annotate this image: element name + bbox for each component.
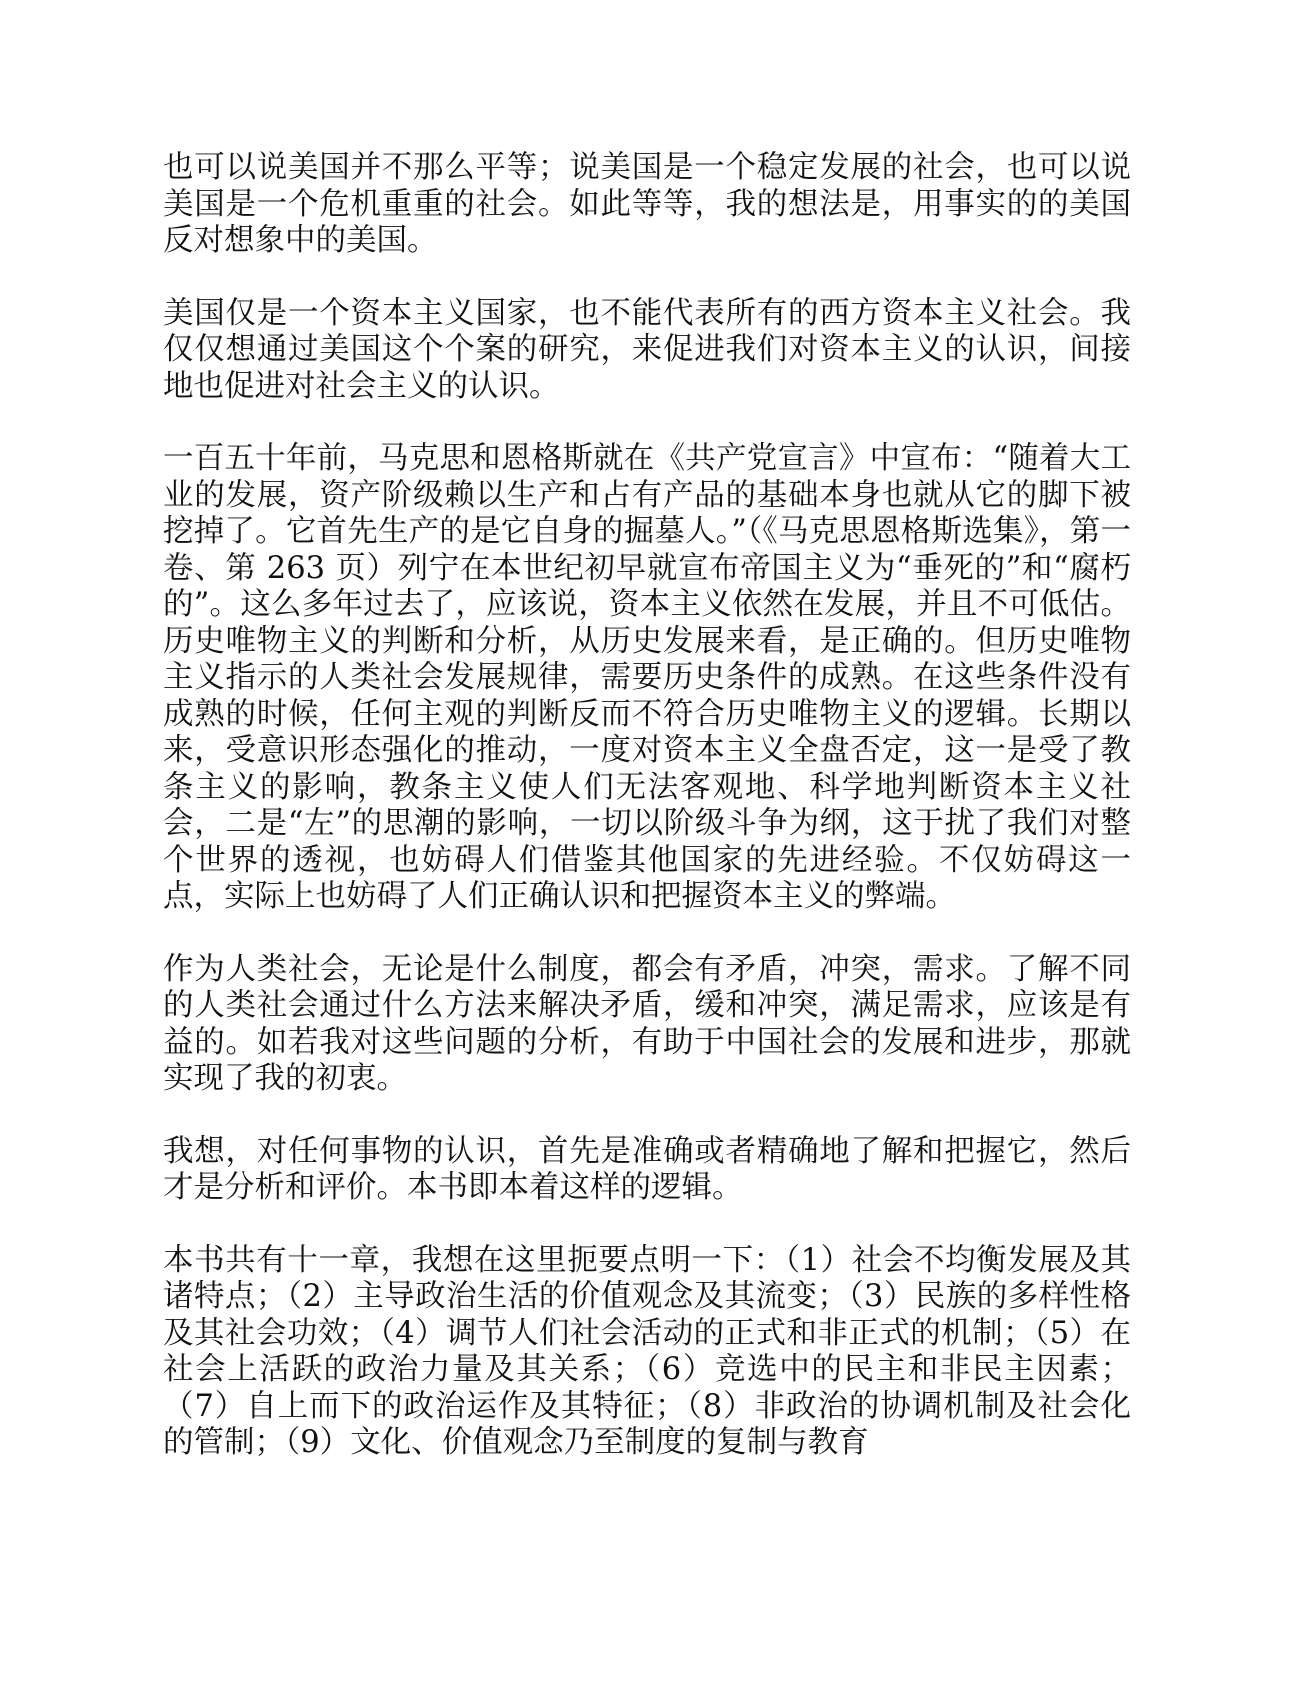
document-body bbox=[163, 150, 1131, 1462]
paragraph: 一百五十年前，马克思和恩格斯就在《共产党宣言》中宣布：“随着大工业的发展，资产阶级赖以生产和占有产品的基础本身也就从它的脚下被挖掉了。它首先生产的是它自身的掘墓人。”（《马克思恩格斯选集》，第一卷、第 263 页）列宁在本世纪初早就宣布帝国主义为“垂死的”和“腐朽的”。这么多年过去了，应该说，资本主义依然在发展，并且不可低估。历史唯物主义的判断和分析，从历史发展来看，是正确的。但历史唯物主义指示的人类社会发展规律，需要历史条件的成熟。在这些条件没有成熟的时候，任何主观的判断反而不符合历史唯物主义的逻辑。长期以来，受意识形态强化的推动，一度对资本主义全盘否定，这一是受了教条主义的影响，教条主义使人们无法客观地、科学地判断资本主义社会，二是“左”的思潮的影响，一切以阶级斗争为纲，这于扰了我们对整个世界的透视，也妨碍人们借鉴其他国家的先进经验。不仅妨碍这一点，实际上也妨碍了人们正确认识和把握资本主义的弊端。 bbox=[163, 441, 1131, 914]
paragraph: 美国仅是一个资本主义国家，也不能代表所有的西方资本主义社会。我仅仅想通过美国这个个案的研究，来促进我们对资本主义的认识，间接地也促进对社会主义的认识。 bbox=[163, 295, 1131, 404]
paragraph: 也可以说美国并不那么平等；说美国是一个稳定发展的社会，也可以说美国是一个危机重重的社会。如此等等，我的想法是，用事实的的美国反对想象中的美国。 bbox=[163, 150, 1131, 258]
paragraph: 作为人类社会，无论是什么制度，都会有矛盾，冲突，需求。了解不同的人类社会通过什么方法来解决矛盾，缓和冲突，满足需求，应该是有益的。如若我对这些问题的分析，有助于中国社会的发展和进步，那就实现了我的初衷。 bbox=[163, 951, 1131, 1096]
paragraph: 我想，对任何事物的认识，首先是准确或者精确地了解和把握它，然后才是分析和评价。本书即本着这样的逻辑。 bbox=[163, 1133, 1131, 1205]
paragraph: 本书共有十一章，我想在这里扼要点明一下：（1）社会不均衡发展及其诸特点；（2）主导政治生活的价值观念及其流变；（3）民族的多样性格及其社会功效；（4）调节人们社会活动的正式和非正式的机制；（5）在社会上活跃的政治力量及其关系；（6）竞选中的民主和非民主因素；（7）自上而下的政治运作及其特征；（8）非政治的协调机制及社会化的管制；（9）文化、价值观念乃至制度的复制与教育 bbox=[163, 1242, 1131, 1460]
